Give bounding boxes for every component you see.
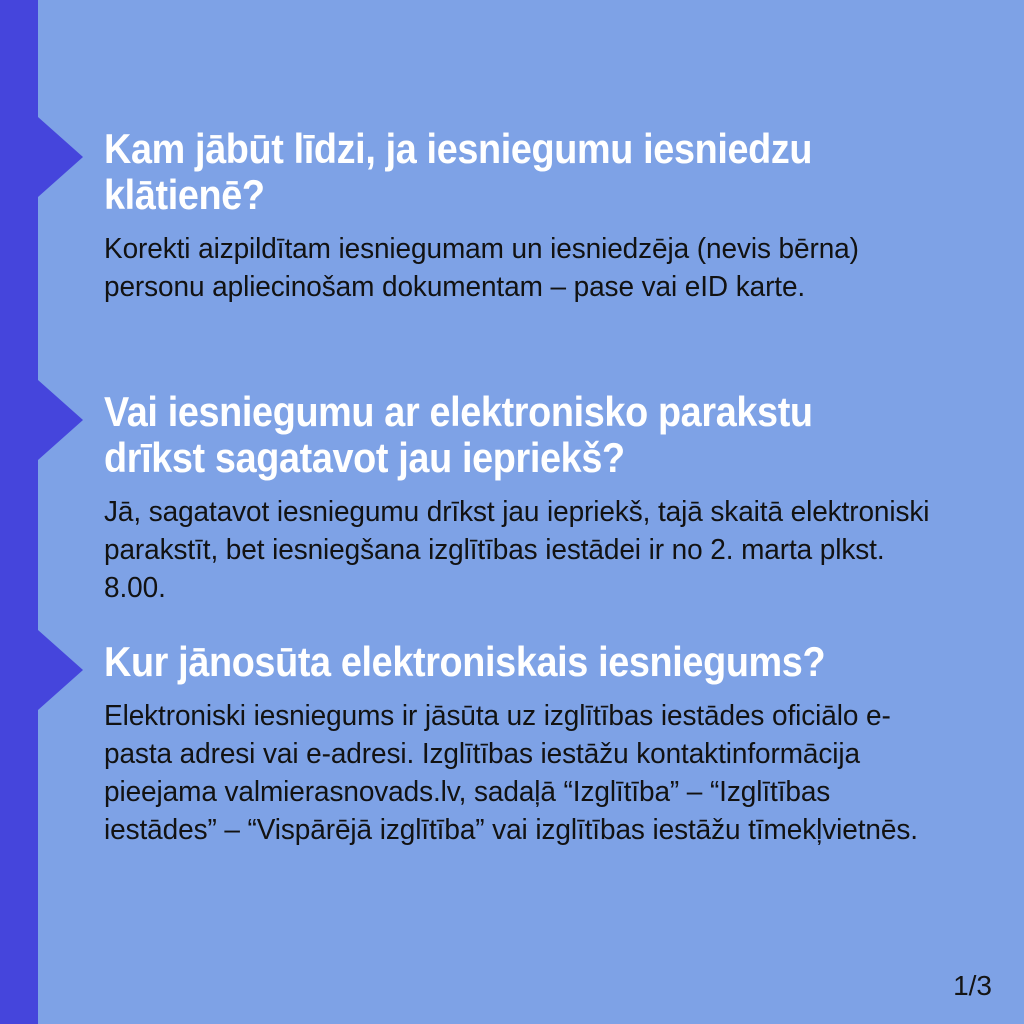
content-column (104, 0, 964, 1024)
question-heading-3: Kur jānosūta elektroniskais iesniegums? (104, 638, 826, 685)
chevron-marker-icon-1 (38, 117, 83, 197)
qa-block-2 (104, 389, 964, 607)
answer-body-2: Jā, sagatavot iesniegumu drīkst jau iepriekš, tajā skaitā elektroniski parakstīt, bet iesniegšana izglītības iestādei ir no 2. marta plkst. 8.00. (104, 496, 930, 605)
qa-block-1 (104, 126, 964, 306)
question-heading-2: Vai iesniegumu ar elektronisko parakstu drīkst sagatavot jau iepriekš? (104, 388, 813, 482)
answer-body-1: Korekti aizpildītam iesniegumam un iesniedzēja (nevis bērna) personu apliecinošam dokumentam – pase vai eID karte. (104, 233, 859, 304)
qa-block-3 (104, 639, 964, 849)
question-heading-1: Kam jābūt līdzi, ja iesniegumu iesniedzu klātienē? (104, 125, 813, 219)
left-accent-band (0, 0, 38, 1024)
chevron-marker-icon-3 (38, 630, 83, 710)
chevron-marker-icon-2 (38, 380, 83, 460)
answer-body-3: Elektroniski iesniegums ir jāsūta uz izglītības iestādes oficiālo e-pasta adresi vai e-adresi. Izglītības iestāžu kontaktinformācija pieejama valmierasnovads.lv, sadaļā “Izglītība” – “Izglītības iestādes” – “Vispārējā izglītība” vai izglītības iestāžu tīmekļvietnēs. (104, 700, 918, 847)
page-counter: 1/3 (953, 970, 992, 1001)
